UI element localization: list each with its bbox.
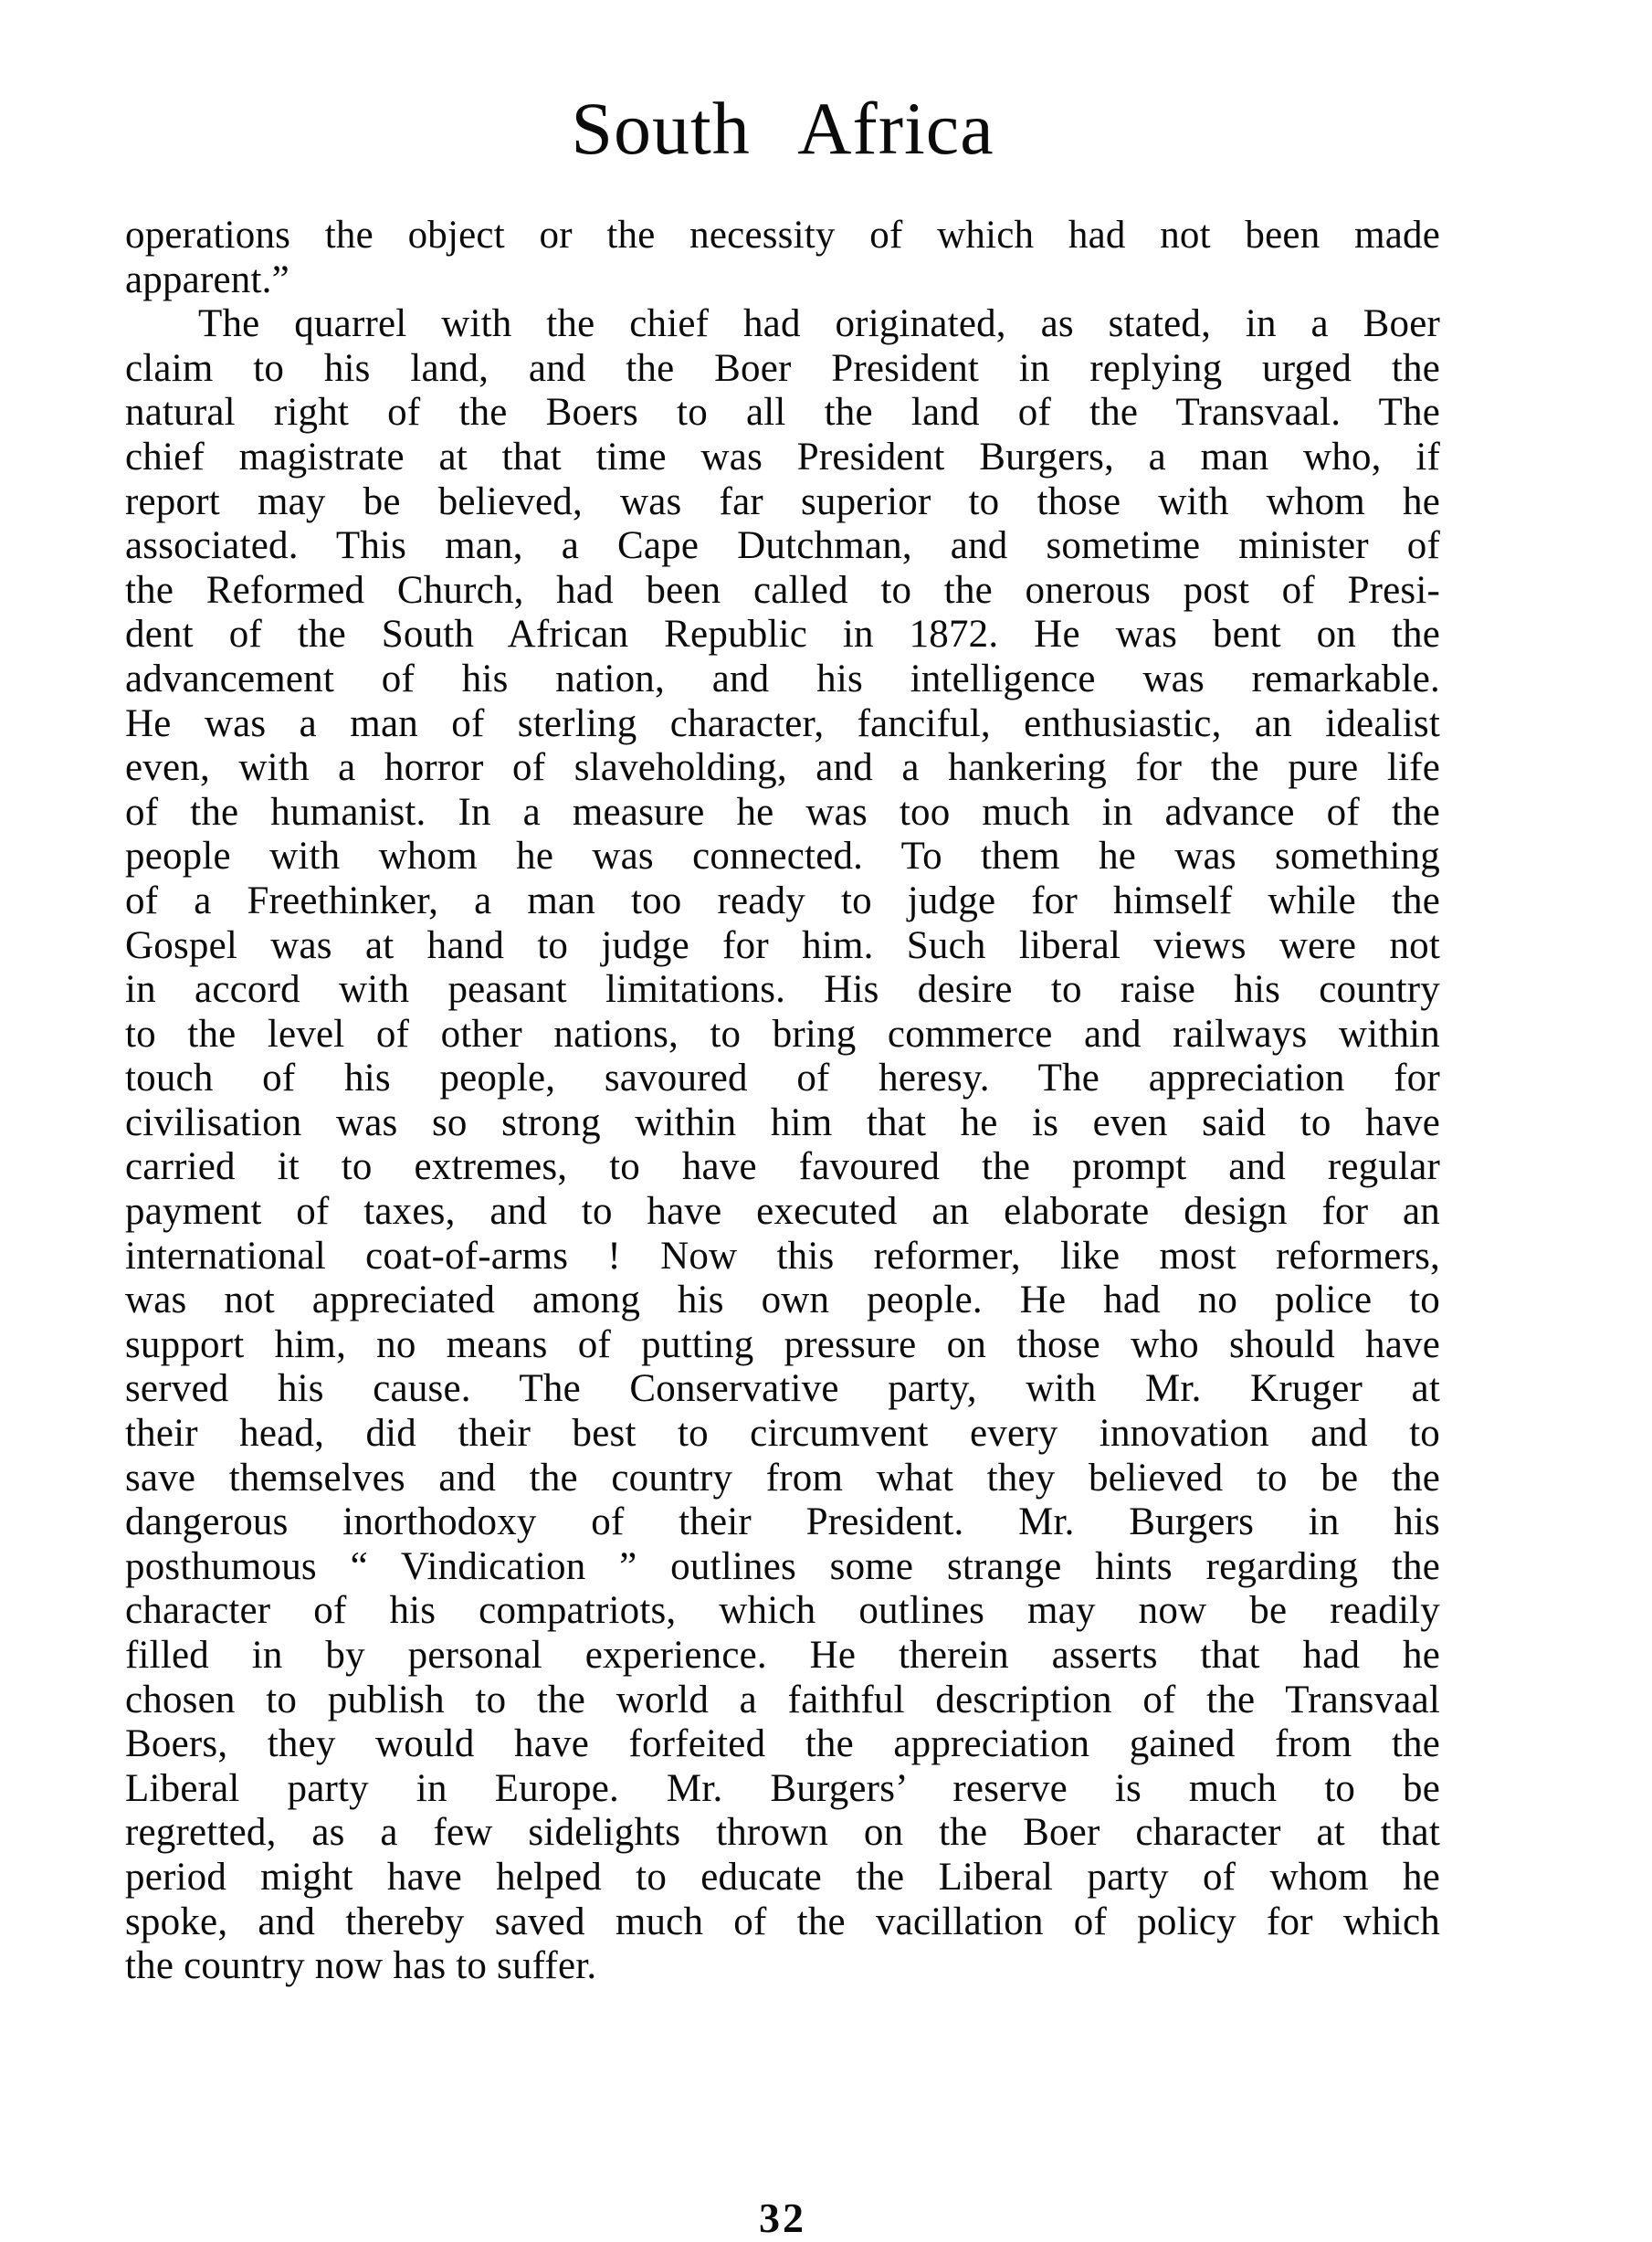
text-line: touch of his people, savoured of heresy. The appreciation for bbox=[125, 1057, 1440, 1100]
text-line: save themselves and the country from what they believed to be the bbox=[125, 1456, 1440, 1500]
text-line: posthumous “ Vindication ” outlines some strange hints regarding the bbox=[125, 1544, 1440, 1588]
text-line: He was a man of sterling character, fanciful, enthusiastic, an idealist bbox=[125, 701, 1440, 745]
text-line: spoke, and thereby saved much of the vacillation of policy for which bbox=[125, 1900, 1440, 1943]
text-line: to the level of other nations, to bring commerce and railways within bbox=[125, 1012, 1440, 1056]
text-line: operations the object or the necessity of which had not been made bbox=[125, 214, 1440, 257]
body-text bbox=[125, 214, 1440, 1989]
text-line: period might have helped to educate the Liberal party of whom he bbox=[125, 1855, 1440, 1899]
text-line: support him, no means of putting pressure on those who should have bbox=[125, 1322, 1440, 1366]
text-line: dangerous inorthodoxy of their President. Mr. Burgers in his bbox=[125, 1500, 1440, 1544]
text-line: advancement of his nation, and his intelligence was remarkable. bbox=[125, 657, 1440, 700]
text-line: civilisation was so strong within him that he is even said to have bbox=[125, 1100, 1440, 1144]
text-line: regretted, as a few sidelights thrown on the Boer character at that bbox=[125, 1811, 1440, 1855]
text-line: report may be believed, was far superior to those with whom he bbox=[125, 479, 1440, 523]
text-line: Gospel was at hand to judge for him. Such liberal views were not bbox=[125, 923, 1440, 967]
text-line: of a Freethinker, a man too ready to judge for himself while the bbox=[125, 879, 1440, 922]
text-line: dent of the South African Republic in 1872. He was bent on the bbox=[125, 613, 1440, 657]
text-line: Liberal party in Europe. Mr. Burgers’ reserve is much to be bbox=[125, 1766, 1440, 1810]
text-line: natural right of the Boers to all the land of the Transvaal. The bbox=[125, 391, 1440, 435]
text-line: chosen to publish to the world a faithful description of the Transvaal bbox=[125, 1678, 1440, 1721]
text-line: international coat-of-arms ! Now this reformer, like most reformers, bbox=[125, 1234, 1440, 1278]
page-title: South Africa bbox=[571, 87, 994, 170]
text-line: associated. This man, a Cape Dutchman, and sometime minister of bbox=[125, 524, 1440, 568]
text-line: the Reformed Church, had been called to the onerous post of Presi- bbox=[125, 568, 1440, 612]
text-line: claim to his land, and the Boer President in replying urged the bbox=[125, 346, 1440, 390]
text-line: people with whom he was connected. To them he was something bbox=[125, 835, 1440, 879]
text-line: The quarrel with the chief had originated, as stated, in a Boer bbox=[198, 302, 1440, 346]
text-line: carried it to extremes, to have favoured the prompt and regular bbox=[125, 1145, 1440, 1189]
text-line: apparent.” bbox=[125, 258, 289, 301]
text-line: served his cause. The Conservative party, with Mr. Kruger at bbox=[125, 1367, 1440, 1411]
text-line: in accord with peasant limitations. His desire to raise his country bbox=[125, 968, 1440, 1012]
text-line: even, with a horror of slaveholding, and a hankering for the pure life bbox=[125, 746, 1440, 790]
text-line: Boers, they would have forfeited the appreciation gained from the bbox=[125, 1722, 1440, 1766]
text-line: the country now has to suffer. bbox=[125, 1944, 597, 1988]
text-line: character of his compatriots, which outlines may now be readily bbox=[125, 1589, 1440, 1633]
text-line: filled in by personal experience. He therein asserts that had he bbox=[125, 1634, 1440, 1677]
text-line: was not appreciated among his own people. He had no police to bbox=[125, 1279, 1440, 1322]
text-line: their head, did their best to circumvent every innovation and to bbox=[125, 1412, 1440, 1456]
text-line: of the humanist. In a measure he was too much in advance of the bbox=[125, 790, 1440, 834]
text-line: payment of taxes, and to have executed an elaborate design for an bbox=[125, 1190, 1440, 1234]
text-line: chief magistrate at that time was President Burgers, a man who, if bbox=[125, 435, 1440, 479]
page-number: 32 bbox=[759, 2195, 806, 2241]
